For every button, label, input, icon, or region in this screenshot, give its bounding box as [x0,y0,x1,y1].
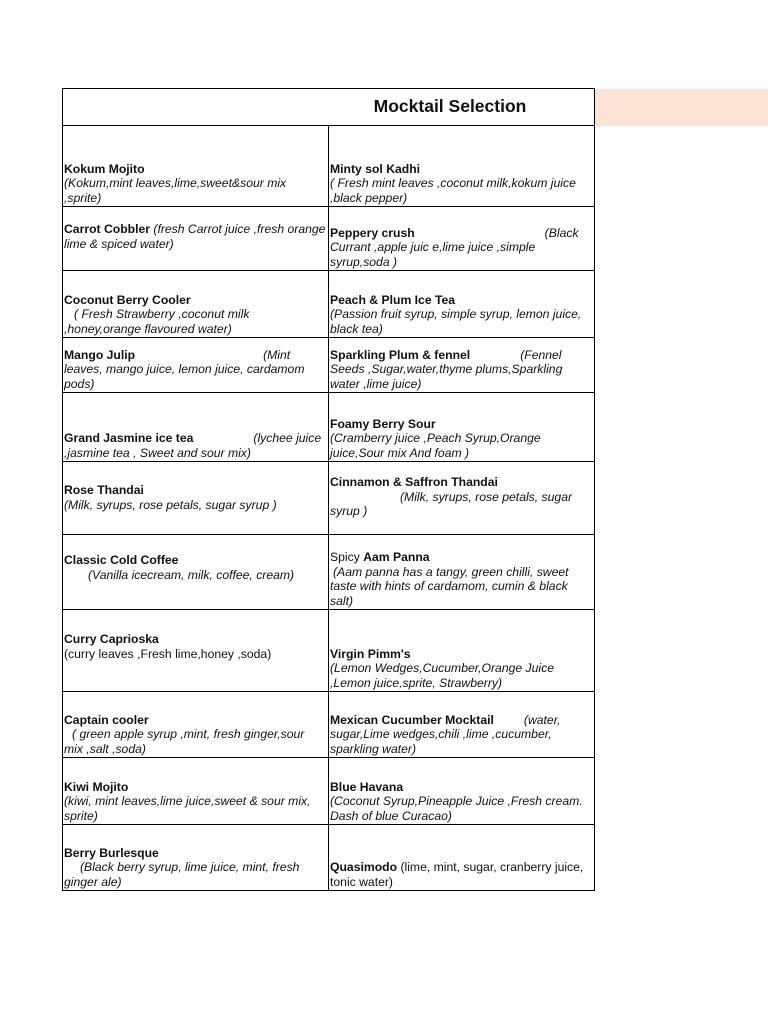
page-title: Mocktail Selection [373,95,527,116]
title-row [63,89,595,126]
drink-name-prefix: Spicy [330,550,360,564]
menu-row [63,758,595,825]
drink-name: Quasimodo [330,860,398,874]
menu-row [63,126,595,207]
drink-description: (Aam panna has a tangy, green chilli, sweet taste with hints of cardamom, cumin & black salt) [330,564,569,608]
drink-description: (Coconut Syrup,Pineapple Juice ,Fresh cream. Dash of blue Curacao) [330,794,583,823]
menu-item [63,610,329,692]
drink-name: Kiwi Mojito [64,779,129,794]
drink-description: (kiwi, mint leaves,lime juice,sweet & sour mix, sprite) [64,794,311,823]
menu-row [63,462,595,535]
drink-name: Virgin Pimm's [330,646,411,661]
menu-item [329,535,595,610]
drink-description: ( Fresh mint leaves ,coconut milk,kokum juice ,black pepper) [330,176,576,205]
drink-description: (Mint leaves, mango juice, lemon juice, cardamom pods) [64,347,305,391]
drink-description: (Vanilla icecream, milk, coffee, cream) [88,567,295,582]
menu-row [63,271,595,338]
menu-row [63,610,595,692]
drink-description: (Passion fruit syrup, simple syrup, lemon juice, black tea) [330,307,582,336]
menu-item [329,825,595,891]
menu-item [329,126,595,207]
menu-item [329,610,595,692]
drink-description: (Cramberry juice ,Peach Syrup,Orange juice,Sour mix And foam ) [330,431,541,460]
drink-name: Mexican Cucumber Mocktail [330,712,494,727]
drink-description: (fresh Carrot juice ,fresh orange lime & spiced water) [64,222,326,251]
drink-name: Blue Havana [330,779,404,794]
drink-name: Cinnamon & Saffron Thandai [330,475,498,489]
mocktail-table [62,88,595,891]
menu-item [329,758,595,825]
menu-item [63,462,329,535]
drink-name: Berry Burlesque [64,845,159,860]
drink-name: Grand Jasmine ice tea [64,431,194,445]
drink-name: Rose Thandai [64,483,144,497]
menu-item [63,393,329,462]
drink-description: ( Fresh Strawberry ,coconut milk ,honey,orange flavoured water) [64,307,250,336]
drink-description: (water, sugar,Lime wedges,chili ,lime ,cucumber, sparkling water) [330,712,561,756]
menu-item [63,126,329,207]
drink-name: Foamy Berry Sour [330,416,436,431]
drink-description: (Black berry syrup, lime juice, mint, fresh ginger ale) [64,860,300,889]
drink-description: (lychee juice ,jasmine tea , Sweet and sour mix) [64,431,322,460]
menu-row [63,393,595,462]
drink-name: Peppery crush [330,225,415,240]
title-cell [63,89,595,126]
drink-description: (curry leaves ,Fresh lime,honey ,soda) [64,646,272,661]
drink-description: (Milk, syrups, rose petals, sugar syrup ) [330,489,573,518]
menu-row [63,535,595,610]
drink-name: Peach & Plum Ice Tea [330,292,456,307]
drink-name: Classic Cold Coffee [64,553,179,567]
menu-item [63,207,329,271]
drink-name: Aam Panna [363,550,430,564]
menu-row [63,338,595,393]
drink-description: (Lemon Wedges,Cucumber,Orange Juice ,Lemon juice,sprite, Strawberry) [330,661,555,690]
drink-name: Mango Julip [64,347,136,362]
menu-item [63,535,329,610]
drink-description: (Fennel Seeds ,Sugar,water,thyme plums,Sparkling water ,lime juice) [330,347,563,391]
drink-description: (lime, mint, sugar, cranberry juice, tonic water) [330,860,584,889]
menu-item [329,462,595,535]
drink-name: Sparkling Plum & fennel [330,347,471,362]
drink-name: Captain cooler [64,712,149,727]
menu-item [329,338,595,393]
menu-item [63,271,329,338]
drink-name: Coconut Berry Cooler [64,292,191,307]
menu-item [63,338,329,393]
menu-row [63,825,595,891]
menu-row [63,692,595,758]
menu-item [329,393,595,462]
drink-description: (Kokum,mint leaves,lime,sweet&sour mix ,sprite) [64,176,287,205]
drink-description: (Milk, syrups, rose petals, sugar syrup ) [64,497,277,512]
menu-item [329,692,595,758]
drink-description: ( green apple syrup ,mint, fresh ginger,sour mix ,salt ,soda) [64,727,305,756]
header-band [595,89,768,126]
menu-row [63,207,595,271]
menu-item [63,692,329,758]
drink-name: Carrot Cobbler [64,222,150,236]
menu-item [63,758,329,825]
drink-name: Curry Caprioska [64,632,159,646]
menu-item [63,825,329,891]
menu-item [329,271,595,338]
drink-name: Kokum Mojito [64,161,145,176]
drink-description: (Black Currant ,apple juic e,lime juice ,simple syrup,soda ) [330,225,579,269]
drink-name: Minty sol Kadhi [330,161,421,176]
menu-item [329,207,595,271]
